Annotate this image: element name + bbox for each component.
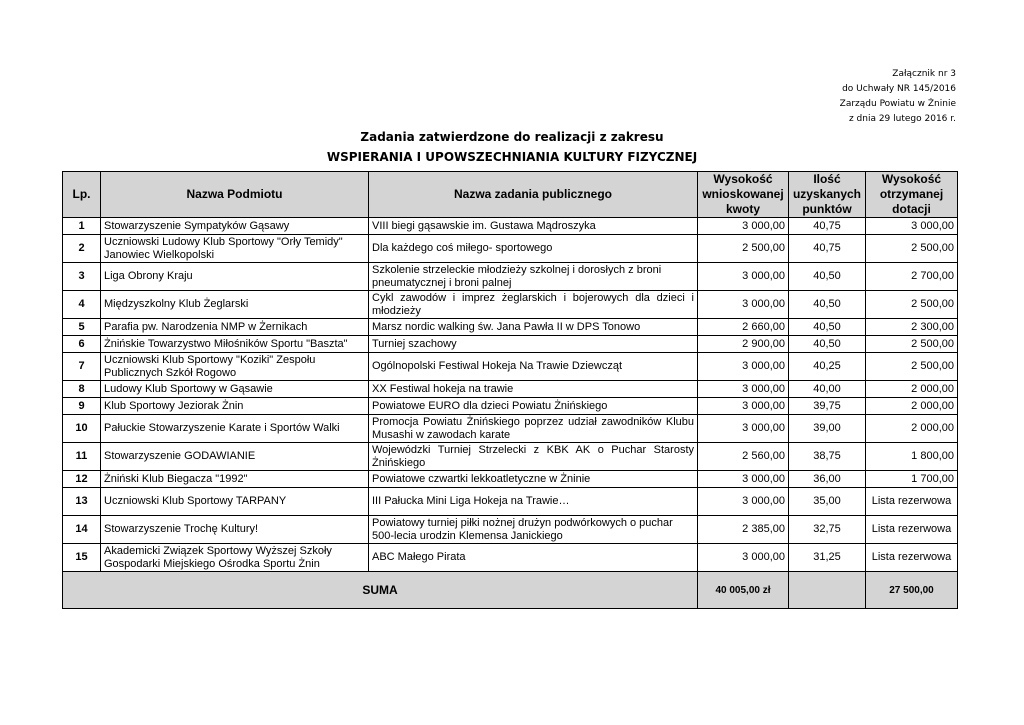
attachment-line-1: Załącznik nr 3 xyxy=(892,69,956,79)
cell-granted: 2 000,00 xyxy=(866,398,958,415)
cell-entity: Uczniowski Klub Sportowy "Koziki" Zespołu Publicznych Szkół Rogowo xyxy=(101,353,369,381)
cell-lp: 13 xyxy=(63,488,101,516)
table-row xyxy=(63,488,958,516)
attachment-line-4: z dnia 29 lutego 2016 r. xyxy=(848,114,956,124)
header-task: Nazwa zadania publicznego xyxy=(369,172,698,218)
cell-points: 38,75 xyxy=(789,443,866,471)
sum-row xyxy=(63,572,958,609)
table-row xyxy=(63,544,958,572)
grants-table xyxy=(62,171,958,609)
cell-points: 32,75 xyxy=(789,516,866,544)
table-row xyxy=(63,398,958,415)
header-requested: Wysokość wnioskowanej kwoty xyxy=(698,172,789,218)
cell-points: 40,00 xyxy=(789,381,866,398)
cell-task: Powiatowy turniej piłki nożnej drużyn podwórkowych o puchar 500-lecia urodzin Klemensa Janickiego xyxy=(369,516,698,544)
cell-lp: 7 xyxy=(63,353,101,381)
cell-requested: 3 000,00 xyxy=(698,398,789,415)
cell-granted: 2 500,00 xyxy=(866,353,958,381)
cell-points: 39,75 xyxy=(789,398,866,415)
sum-points-empty xyxy=(789,572,866,609)
cell-lp: 6 xyxy=(63,336,101,353)
cell-granted: Lista rezerwowa xyxy=(866,488,958,516)
cell-granted: Lista rezerwowa xyxy=(866,544,958,572)
table-row xyxy=(63,415,958,443)
cell-granted: 2 300,00 xyxy=(866,319,958,336)
cell-task: VIII biegi gąsawskie im. Gustawa Mądroszyka xyxy=(369,218,698,235)
cell-entity: Liga Obrony Kraju xyxy=(101,263,369,291)
cell-entity: Stowarzyszenie Sympatyków Gąsawy xyxy=(101,218,369,235)
cell-entity: Akademicki Związek Sportowy Wyższej Szkoły Gospodarki Miejskiego Ośrodka Sportu Żnin xyxy=(101,544,369,572)
cell-requested: 3 000,00 xyxy=(698,263,789,291)
cell-lp: 4 xyxy=(63,291,101,319)
attachment-line-3: Zarządu Powiatu w Żninie xyxy=(839,99,956,109)
cell-points: 40,50 xyxy=(789,263,866,291)
cell-lp: 2 xyxy=(63,235,101,263)
cell-points: 39,00 xyxy=(789,415,866,443)
cell-lp: 1 xyxy=(63,218,101,235)
cell-requested: 2 500,00 xyxy=(698,235,789,263)
sum-label: SUMA xyxy=(63,572,698,609)
cell-entity: Ludowy Klub Sportowy w Gąsawie xyxy=(101,381,369,398)
cell-requested: 3 000,00 xyxy=(698,218,789,235)
cell-points: 40,75 xyxy=(789,218,866,235)
cell-task: Ogólnopolski Festiwal Hokeja Na Trawie Dziewcząt xyxy=(369,353,698,381)
cell-granted: 1 700,00 xyxy=(866,471,958,488)
header-lp: Lp. xyxy=(63,172,101,218)
cell-task: Powiatowe EURO dla dzieci Powiatu Żnińskiego xyxy=(369,398,698,415)
cell-task: Cykl zawodów i imprez żeglarskich i bojerowych dla dzieci i młodzieży xyxy=(369,291,698,319)
table-row xyxy=(63,471,958,488)
cell-granted: 2 000,00 xyxy=(866,381,958,398)
table-row xyxy=(63,291,958,319)
cell-task: Wojewódzki Turniej Strzelecki z KBK AK o Puchar Starosty Żnińskiego xyxy=(369,443,698,471)
cell-granted: Lista rezerwowa xyxy=(866,516,958,544)
cell-requested: 3 000,00 xyxy=(698,471,789,488)
table-row xyxy=(63,235,958,263)
cell-requested: 3 000,00 xyxy=(698,415,789,443)
cell-points: 40,25 xyxy=(789,353,866,381)
document-title-line-1: Zadania zatwierdzone do realizacji z zakresu xyxy=(360,130,664,144)
cell-lp: 8 xyxy=(63,381,101,398)
document-title-line-2: WSPIERANIA I UPOWSZECHNIANIA KULTURY FIZYCZNEJ xyxy=(326,150,698,164)
cell-granted: 2 000,00 xyxy=(866,415,958,443)
cell-entity: Międzyszkolny Klub Żeglarski xyxy=(101,291,369,319)
table-row xyxy=(63,353,958,381)
table-row xyxy=(63,443,958,471)
cell-task: III Pałucka Mini Liga Hokeja na Trawie… xyxy=(369,488,698,516)
cell-points: 40,50 xyxy=(789,336,866,353)
cell-entity: Pałuckie Stowarzyszenie Karate i Sportów Walki xyxy=(101,415,369,443)
cell-requested: 3 000,00 xyxy=(698,488,789,516)
table-row xyxy=(63,336,958,353)
cell-task: Turniej szachowy xyxy=(369,336,698,353)
cell-task: Promocja Powiatu Żnińskiego poprzez udział zawodników Klubu Musashi w zawodach karate xyxy=(369,415,698,443)
table-row xyxy=(63,263,958,291)
cell-requested: 2 660,00 xyxy=(698,319,789,336)
cell-entity: Stowarzyszenie Trochę Kultury! xyxy=(101,516,369,544)
cell-task: ABC Małego Pirata xyxy=(369,544,698,572)
cell-entity: Parafia pw. Narodzenia NMP w Żernikach xyxy=(101,319,369,336)
cell-points: 36,00 xyxy=(789,471,866,488)
header-entity: Nazwa Podmiotu xyxy=(101,172,369,218)
cell-lp: 10 xyxy=(63,415,101,443)
cell-requested: 2 560,00 xyxy=(698,443,789,471)
cell-points: 31,25 xyxy=(789,544,866,572)
cell-entity: Klub Sportowy Jeziorak Żnin xyxy=(101,398,369,415)
table-row xyxy=(63,218,958,235)
cell-granted: 2 500,00 xyxy=(866,291,958,319)
sum-granted: 27 500,00 xyxy=(866,572,958,609)
cell-points: 40,50 xyxy=(789,291,866,319)
cell-lp: 3 xyxy=(63,263,101,291)
cell-requested: 3 000,00 xyxy=(698,544,789,572)
cell-points: 40,50 xyxy=(789,319,866,336)
cell-requested: 2 385,00 xyxy=(698,516,789,544)
cell-entity: Żniński Klub Biegacza "1992" xyxy=(101,471,369,488)
attachment-note xyxy=(840,67,956,127)
header-points: Ilość uzyskanych punktów xyxy=(789,172,866,218)
table-header-row xyxy=(63,172,958,218)
cell-points: 40,75 xyxy=(789,235,866,263)
cell-task: XX Festiwal hokeja na trawie xyxy=(369,381,698,398)
table-row xyxy=(63,319,958,336)
cell-entity: Uczniowski Ludowy Klub Sportowy "Orły Temidy" Janowiec Wielkopolski xyxy=(101,235,369,263)
cell-points: 35,00 xyxy=(789,488,866,516)
cell-granted: 2 500,00 xyxy=(866,235,958,263)
cell-requested: 3 000,00 xyxy=(698,353,789,381)
attachment-line-2: do Uchwały NR 145/2016 xyxy=(842,84,956,94)
cell-task: Szkolenie strzeleckie młodzieży szkolnej i dorosłych z broni pneumatycznej i broni palnej xyxy=(369,263,698,291)
cell-lp: 12 xyxy=(63,471,101,488)
header-granted: Wysokość otrzymanej dotacji xyxy=(866,172,958,218)
cell-task: Powiatowe czwartki lekkoatletyczne w Żninie xyxy=(369,471,698,488)
cell-task: Dla każdego coś miłego- sportowego xyxy=(369,235,698,263)
cell-requested: 3 000,00 xyxy=(698,291,789,319)
cell-lp: 15 xyxy=(63,544,101,572)
table-row xyxy=(63,516,958,544)
cell-requested: 2 900,00 xyxy=(698,336,789,353)
cell-granted: 2 500,00 xyxy=(866,336,958,353)
cell-lp: 9 xyxy=(63,398,101,415)
cell-entity: Stowarzyszenie GODAWIANIE xyxy=(101,443,369,471)
cell-entity: Uczniowski Klub Sportowy TARPANY xyxy=(101,488,369,516)
sum-requested: 40 005,00 zł xyxy=(698,572,789,609)
cell-granted: 3 000,00 xyxy=(866,218,958,235)
cell-granted: 2 700,00 xyxy=(866,263,958,291)
cell-requested: 3 000,00 xyxy=(698,381,789,398)
cell-task: Marsz nordic walking św. Jana Pawła II w DPS Tonowo xyxy=(369,319,698,336)
cell-granted: 1 800,00 xyxy=(866,443,958,471)
cell-entity: Żnińskie Towarzystwo Miłośników Sportu "Baszta" xyxy=(101,336,369,353)
cell-lp: 5 xyxy=(63,319,101,336)
cell-lp: 14 xyxy=(63,516,101,544)
table-row xyxy=(63,381,958,398)
cell-lp: 11 xyxy=(63,443,101,471)
